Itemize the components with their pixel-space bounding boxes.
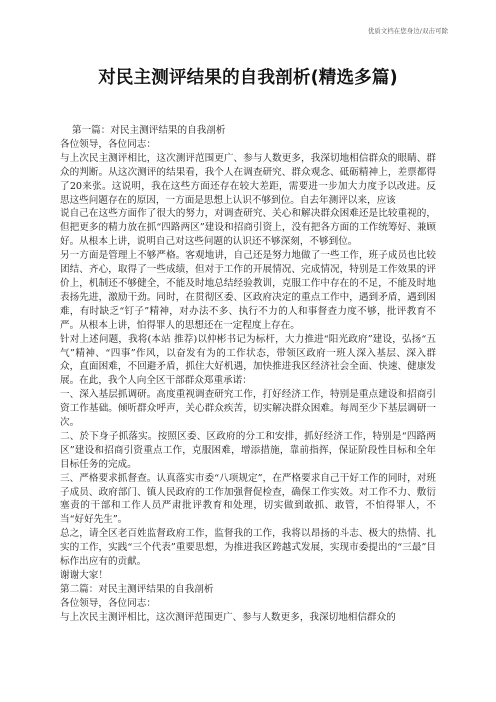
- section-heading-1: 第一篇：对民主测评结果的自我剖析: [72, 125, 226, 136]
- salutation: 各位领导，各位同志：: [60, 138, 156, 150]
- paragraph: 说自己在这些方面作了很大的努力，对调查研究、关心和解决群众困难还是比较重视的，但把更多的精力放在抓“四路两区”建设和招商引资上，没有把各方面的工作统筹好、兼顾好。从根本上讲，说明自己对这些问题的认识还不够深刻，不够到位。: [60, 208, 436, 248]
- paragraph: 另一方面是管理上不够严格。客观地讲，自己还是努力地做了一些工作，班子成员也比较团结、齐心，取得了一些成绩，但对于工作的开展情况、完成情况，特别是工作效果的评价上，机制还不够健全，不能及时地总结经验教训，克服工作中存在的不足，不能及时地表扬先进，激励干劲。同时，在贯彻区委、区政府决定的重点工作中，遇到矛盾，遇到困难，有时缺乏“钉子”精神，对办法不多、执行不力的人和事督查力度不够，批评教育不严。从根本上讲，怕得罪人的思想还在一定程度上存在。: [60, 250, 436, 331]
- document-title: 对民主测评结果的自我剖析(精选多篇): [98, 68, 398, 88]
- paragraph: 针对上述问题，我将(本站 推荐)以仲彬书记为标杆，大力推进“阳光政府”建设，弘扬“五气”精神、“四事”作风，以奋发有为的工作状态，带领区政府一班人深入基层、深入群众，直面困难，不回避矛盾，抓住大好机遇，加快推进我区经济社会全面、快速、健康发展。在此，我个人向全区干部群众郑重承诺：: [60, 333, 436, 387]
- paragraph: 总之，请全区老百姓监督政府工作，监督我的工作，我将以昂扬的斗志、极大的热情、扎实的工作，实践“三个代表”重要思想，为推进我区跨越式发展，实现市委提出的“三最”目标作出应有的贡献。: [60, 528, 436, 568]
- document-body: [60, 124, 436, 625]
- section-heading-2: 第二篇：对民主测评结果的自我剖析: [60, 583, 214, 595]
- paragraph: 与上次民主测评相比，这次测评范围更广、参与人数更多，我深切地相信群众的眼睛、群众的判断。从这次测评的结果看，我个人在调查研究、群众观念、砥砺精神上，差票都得了20来张。这说明，我在这些方面还存在较大差距，需要进一步加大力度予以改进。反思这些问题存在的原因，一方面是思想上认识不够到位。自去年测评以来，应该: [60, 152, 436, 206]
- paragraph: 一、深入基层抓调研。高度重视调查研究工作，打好经济工作，特别是重点建设和招商引资工作基础。倾听群众呼声，关心群众疾苦，切实解决群众困难。每周至少下基层调研一次。: [60, 389, 436, 429]
- closing-thanks: 谢谢大家！: [60, 570, 108, 581]
- paragraph: 三、严格要求抓督查。认真落实市委“八项规定”，在严格要求自己干好工作的同时，对班子成员、政府部门、镇人民政府的工作加强督促检查，确保工作实效。对工作不力、敷衍塞责的干部和工作人员严肃批评教育和处理，切实做到敢抓、敢管，不怕得罪人，不当“好好先生”。: [60, 472, 436, 526]
- header-note: 优质文档在您身边/双击可除: [367, 27, 448, 35]
- paragraph: 二、於下身子抓落实。按照区委、区政府的分工和安排，抓好经济工作，特别是“四路两区”建设和招商引资重点工作，克服困难，增添措施，靠前指挥，保证阶段性目标和全年目标任务的完成。: [60, 430, 436, 470]
- salutation: 各位领导，各位同志：: [60, 597, 156, 609]
- paragraph: 与上次民主测评相比，这次测评范围更广、参与人数更多，我深切地相信群众的: [60, 611, 396, 623]
